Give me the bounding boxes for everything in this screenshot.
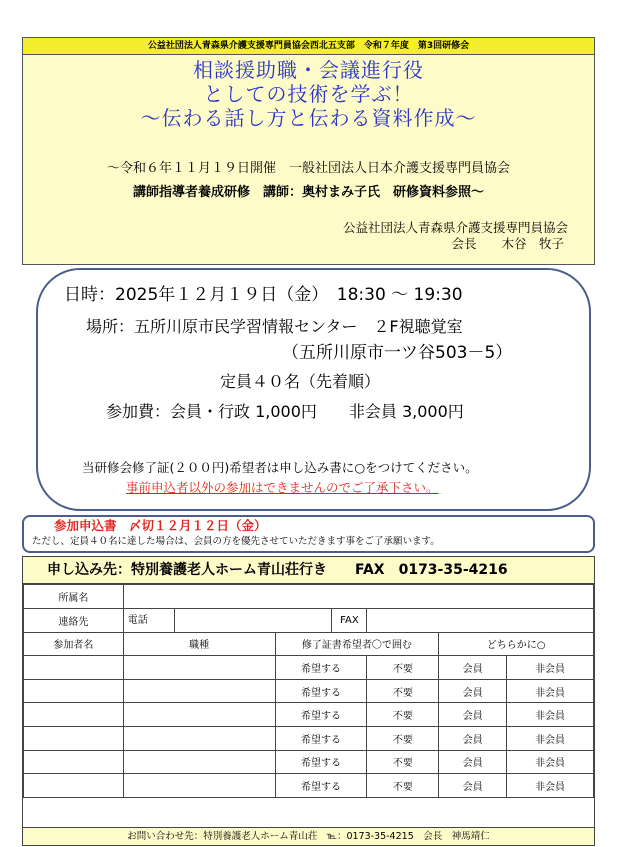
title-line-1: 相談援助職・会議進行役 bbox=[193, 58, 424, 82]
contact-row bbox=[24, 608, 594, 632]
non-member-option[interactable]: 非会員 bbox=[507, 679, 594, 703]
flyer-header bbox=[22, 37, 595, 265]
fax-input[interactable] bbox=[367, 608, 594, 632]
participant-row bbox=[24, 656, 594, 680]
application-form bbox=[22, 556, 595, 828]
occupation-input[interactable] bbox=[123, 750, 275, 774]
recipient-text: 申し込み先：特別養護老人ホーム青山荘行き FAX 0173-35-4216 bbox=[47, 562, 508, 578]
non-member-option[interactable]: 非会員 bbox=[507, 703, 594, 727]
member-option[interactable]: 会員 bbox=[439, 656, 507, 680]
member-option[interactable]: 会員 bbox=[439, 774, 507, 798]
col-certificate: 修了証書希望者〇で囲む bbox=[275, 632, 439, 656]
participant-name-input[interactable] bbox=[24, 726, 124, 750]
affiliation-input[interactable] bbox=[123, 585, 593, 609]
certificate-unneeded-option[interactable]: 不要 bbox=[367, 774, 439, 798]
subtitle-line-2: 講師指導者養成研修 講師：奥村まみ子氏 研修資料参照～ bbox=[132, 185, 484, 200]
participant-name-input[interactable] bbox=[24, 679, 124, 703]
certificate-wanted-option[interactable]: 希望する bbox=[275, 703, 367, 727]
certificate-wanted-option[interactable]: 希望する bbox=[275, 726, 367, 750]
contact-label: 連絡先 bbox=[24, 608, 124, 632]
phone-cell bbox=[123, 608, 367, 632]
affiliation-row bbox=[24, 585, 594, 609]
phone-input[interactable] bbox=[175, 609, 332, 632]
contact-footer: お問い合わせ先：特別養護老人ホーム青山荘 ℡：0173-35-4215 会長 神馬靖仁 bbox=[22, 828, 595, 846]
participant-row bbox=[24, 774, 594, 798]
certificate-unneeded-option[interactable]: 不要 bbox=[367, 656, 439, 680]
col-membership: どちらかに○ bbox=[439, 632, 594, 656]
application-table bbox=[23, 584, 594, 798]
occupation-input[interactable] bbox=[123, 679, 275, 703]
occupation-input[interactable] bbox=[123, 774, 275, 798]
member-option[interactable]: 会員 bbox=[439, 750, 507, 774]
header-band: 公益社団法人青森県介護支援専門員協会西北五支部 令和７年度 第3回研修会 bbox=[23, 38, 594, 55]
fax-label: FAX bbox=[331, 609, 366, 632]
organization-name: 公益社団法人青森県介護支援専門員協会 bbox=[342, 220, 568, 235]
application-deadline-box bbox=[22, 515, 595, 553]
col-occupation: 職種 bbox=[123, 632, 275, 656]
event-capacity: 定員４０名（先着順） bbox=[220, 372, 381, 391]
member-option[interactable]: 会員 bbox=[439, 726, 507, 750]
header-row bbox=[24, 632, 594, 656]
certificate-wanted-option[interactable]: 希望する bbox=[275, 750, 367, 774]
event-datetime: 日時：2025年１２月１９日（金） 18:30 ～ 19:30 bbox=[64, 285, 463, 305]
member-option[interactable]: 会員 bbox=[439, 679, 507, 703]
occupation-input[interactable] bbox=[123, 656, 275, 680]
certificate-unneeded-option[interactable]: 不要 bbox=[367, 726, 439, 750]
participant-name-input[interactable] bbox=[24, 703, 124, 727]
phone-label: 電話 bbox=[124, 609, 175, 632]
event-fee: 参加費：会員・行政 1,000円 非会員 3,000円 bbox=[106, 402, 464, 421]
certificate-unneeded-option[interactable]: 不要 bbox=[367, 703, 439, 727]
deadline-note: ただし、定員４０名に達した場合は、会員の方を優先させていただきます事をご了承願います。 bbox=[32, 536, 440, 547]
occupation-input[interactable] bbox=[123, 703, 275, 727]
non-member-option[interactable]: 非会員 bbox=[507, 726, 594, 750]
certificate-wanted-option[interactable]: 希望する bbox=[275, 656, 367, 680]
affiliation-label: 所属名 bbox=[24, 585, 124, 609]
participant-name-input[interactable] bbox=[24, 656, 124, 680]
event-info-box bbox=[36, 268, 591, 511]
non-member-option[interactable]: 非会員 bbox=[507, 750, 594, 774]
title-line-2: としての技術を学ぶ！ bbox=[203, 82, 414, 106]
participant-row bbox=[24, 679, 594, 703]
event-address: （五所川原市一ツ谷503－5） bbox=[282, 343, 513, 363]
col-participant-name: 参加者名 bbox=[24, 632, 124, 656]
title-line-3: ～伝わる話し方と伝わる資料作成～ bbox=[140, 106, 477, 130]
certificate-note: 当研修会修了証(２００円)希望者は申し込み書に○をつけてください。 bbox=[82, 460, 478, 475]
form-recipient bbox=[23, 557, 594, 584]
president-name: 会長 木谷 牧子 bbox=[451, 236, 564, 251]
member-option[interactable]: 会員 bbox=[439, 703, 507, 727]
certificate-unneeded-option[interactable]: 不要 bbox=[367, 750, 439, 774]
participation-warning: 事前申込者以外の参加はできませんのでご了承下さい。 bbox=[126, 480, 439, 495]
certificate-unneeded-option[interactable]: 不要 bbox=[367, 679, 439, 703]
occupation-input[interactable] bbox=[123, 726, 275, 750]
event-venue: 場所：五所川原市民学習情報センター ２F視聴覚室 bbox=[86, 317, 463, 336]
participant-row bbox=[24, 726, 594, 750]
non-member-option[interactable]: 非会員 bbox=[507, 656, 594, 680]
non-member-option[interactable]: 非会員 bbox=[507, 774, 594, 798]
certificate-wanted-option[interactable]: 希望する bbox=[275, 679, 367, 703]
participant-name-input[interactable] bbox=[24, 774, 124, 798]
subtitle-line-1: ～令和６年１１月１９日開催 一般社団法人日本介護支援専門員協会 bbox=[106, 161, 510, 176]
participant-name-input[interactable] bbox=[24, 750, 124, 774]
participant-row bbox=[24, 750, 594, 774]
certificate-wanted-option[interactable]: 希望する bbox=[275, 774, 367, 798]
deadline-title: 参加申込書 〆切１２月１２日（金） bbox=[54, 518, 267, 533]
participant-row bbox=[24, 703, 594, 727]
